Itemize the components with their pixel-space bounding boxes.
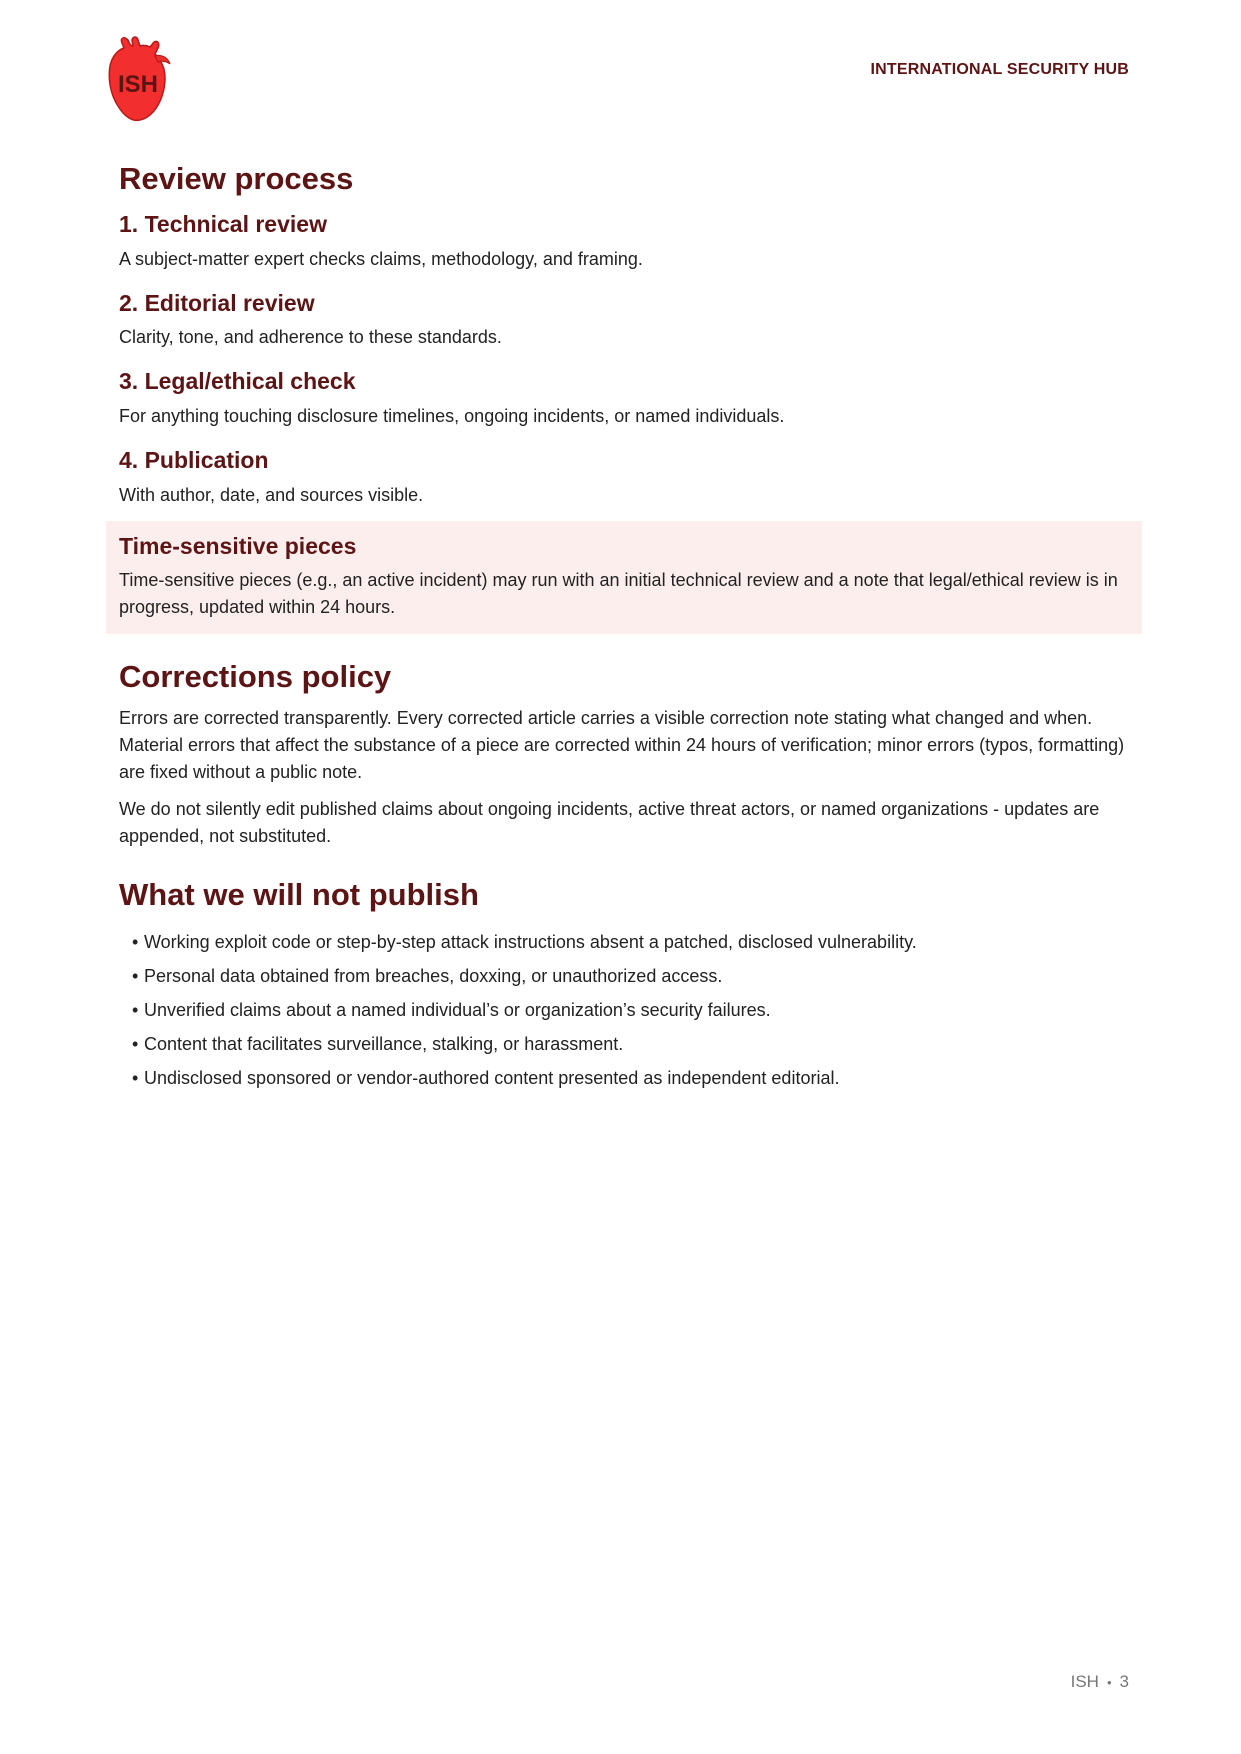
page-number: 3: [1119, 1672, 1129, 1691]
review-step: [119, 211, 1129, 273]
corrections-paragraph: We do not silently edit published claims about ongoing incidents, active threat actors, or named organizations - updates are appended, not substituted.: [119, 799, 1100, 847]
list-item: [132, 1061, 1129, 1095]
review-step: [119, 290, 1129, 352]
step-title: 4. Publication: [119, 446, 269, 473]
bullet-icon: •: [132, 931, 139, 952]
not-publish-heading: What we will not publish: [119, 877, 479, 913]
corrections-policy-heading: Corrections policy: [119, 659, 392, 695]
page-content: [119, 160, 1129, 1095]
org-name: INTERNATIONAL SECURITY HUB: [870, 61, 1129, 78]
bullet-icon: •: [132, 999, 139, 1020]
step-title: 2. Editorial review: [119, 289, 315, 316]
list-item-text: Undisclosed sponsored or vendor-authored content presented as independent editorial.: [144, 1067, 840, 1088]
review-process-heading: Review process: [119, 161, 354, 196]
step-text: Clarity, tone, and adherence to these standards.: [119, 327, 502, 348]
bullet-icon: •: [132, 1067, 139, 1088]
list-item: [132, 959, 1129, 993]
list-item-text: Content that facilitates surveillance, stalking, or harassment.: [144, 1033, 624, 1054]
review-step: [119, 368, 1129, 430]
bullet-icon: •: [132, 965, 139, 986]
review-step: [119, 447, 1129, 509]
heart-icon: [100, 34, 176, 124]
not-publish-list: [119, 925, 1129, 1095]
list-item-text: Unverified claims about a named individual’s or organization’s security failures.: [144, 999, 771, 1020]
step-title: 1. Technical review: [119, 211, 327, 238]
footer-separator: •: [1106, 1675, 1112, 1690]
time-sensitive-callout: [106, 521, 1142, 635]
step-text: For anything touching disclosure timelines, ongoing incidents, or named individuals.: [119, 405, 785, 426]
step-title: 3. Legal/ethical check: [119, 368, 356, 395]
list-item: [132, 993, 1129, 1027]
list-item: [132, 925, 1129, 959]
logo-text: ISH: [117, 71, 159, 98]
step-text: A subject-matter expert checks claims, methodology, and framing.: [119, 248, 643, 269]
corrections-paragraph: Errors are corrected transparently. Every corrected article carries a visible correction note stating what changed and when. Material errors that affect the substance of a piece are corrected within 24 hours of verification; minor errors (typos, formatting) are fixed without a public note.: [119, 708, 1125, 783]
callout-title: Time-sensitive pieces: [119, 532, 357, 559]
callout-text: Time-sensitive pieces (e.g., an active incident) may run with an initial technical review and a note that legal/ethical review is in progress, updated within 24 hours.: [119, 570, 1118, 618]
list-item-text: Personal data obtained from breaches, doxxing, or unauthorized access.: [144, 965, 723, 986]
ish-logo: [100, 34, 176, 124]
bullet-icon: •: [132, 1033, 139, 1054]
page-footer: [1071, 1672, 1129, 1692]
step-text: With author, date, and sources visible.: [119, 484, 424, 505]
footer-label: ISH: [1070, 1672, 1099, 1691]
list-item-text: Working exploit code or step-by-step attack instructions absent a patched, disclosed vulnerability.: [144, 931, 917, 952]
list-item: [132, 1027, 1129, 1061]
